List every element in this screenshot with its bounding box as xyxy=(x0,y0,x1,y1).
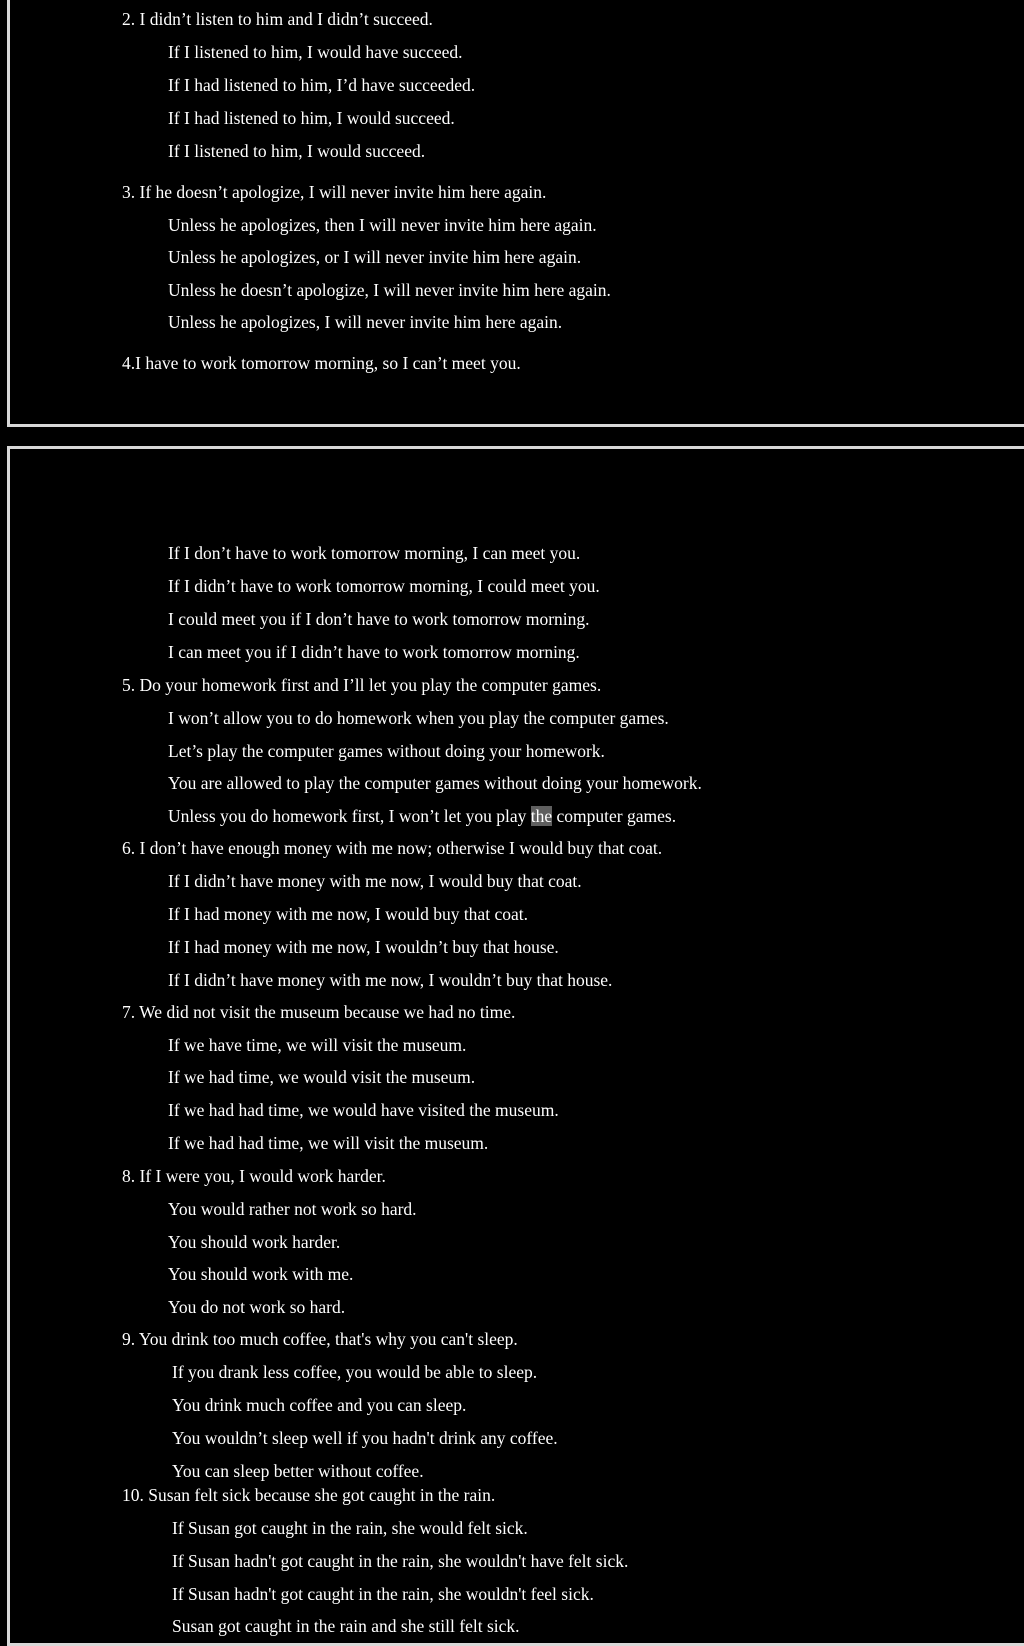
option-text-before: Unless you do homework first, I won’t let you play xyxy=(168,806,531,826)
question-7-option-3[interactable]: If we had had time, we would have visited the museum. xyxy=(168,1100,559,1120)
highlighted-word: the xyxy=(530,806,553,826)
question-2: 2. I didn’t listen to him and I didn’t succeed. xyxy=(122,9,433,29)
question-4: 4.I have to work tomorrow morning, so I can’t meet you. xyxy=(122,353,521,373)
question-5-option-1[interactable]: I won’t allow you to do homework when you play the computer games. xyxy=(168,708,669,728)
question-3-option-2[interactable]: Unless he apologizes, or I will never invite him here again. xyxy=(168,247,582,267)
question-3-option-3[interactable]: Unless he doesn’t apologize, I will never invite him here again. xyxy=(168,280,611,300)
question-10-option-4[interactable]: Susan got caught in the rain and she still felt sick. xyxy=(172,1616,520,1636)
question-7-option-4[interactable]: If we had had time, we will visit the museum. xyxy=(168,1133,489,1153)
question-6: 6. I don’t have enough money with me now; otherwise I would buy that coat. xyxy=(122,838,663,858)
option-text-after: computer games. xyxy=(552,806,677,826)
question-9-option-3[interactable]: You wouldn’t sleep well if you hadn't drink any coffee. xyxy=(172,1428,558,1448)
question-5-option-3[interactable]: You are allowed to play the computer games without doing your homework. xyxy=(168,773,702,793)
question-2-option-3[interactable]: If I had listened to him, I would succeed. xyxy=(168,108,455,128)
question-8-option-2[interactable]: You should work harder. xyxy=(168,1232,341,1252)
question-10: 10. Susan felt sick because she got caught in the rain. xyxy=(122,1485,496,1505)
question-3-option-1[interactable]: Unless he apologizes, then I will never invite him here again. xyxy=(168,215,597,235)
question-6-option-1[interactable]: If I didn’t have money with me now, I would buy that coat. xyxy=(168,871,582,891)
question-7-option-1[interactable]: If we have time, we will visit the museum. xyxy=(168,1035,467,1055)
question-9-option-2[interactable]: You drink much coffee and you can sleep. xyxy=(172,1395,467,1415)
question-5: 5. Do your homework first and I’ll let you play the computer games. xyxy=(122,675,602,695)
question-4-option-4[interactable]: I can meet you if I didn’t have to work tomorrow morning. xyxy=(168,642,580,662)
question-9: 9. You drink too much coffee, that's why you can't sleep. xyxy=(122,1329,518,1349)
question-2-option-2[interactable]: If I had listened to him, I’d have succeeded. xyxy=(168,75,476,95)
question-8-option-3[interactable]: You should work with me. xyxy=(168,1264,354,1284)
question-10-option-3[interactable]: If Susan hadn't got caught in the rain, she wouldn't feel sick. xyxy=(172,1584,594,1604)
question-9-option-1[interactable]: If you drank less coffee, you would be able to sleep. xyxy=(172,1362,538,1382)
question-3-option-4[interactable]: Unless he apologizes, I will never invite him here again. xyxy=(168,312,563,332)
question-5-option-2[interactable]: Let’s play the computer games without doing your homework. xyxy=(168,741,605,761)
question-8-option-4[interactable]: You do not work so hard. xyxy=(168,1297,346,1317)
question-2-option-1[interactable]: If I listened to him, I would have succeed. xyxy=(168,42,463,62)
question-4-option-2[interactable]: If I didn’t have to work tomorrow morning, I could meet you. xyxy=(168,576,600,596)
question-2-option-4[interactable]: If I listened to him, I would succeed. xyxy=(168,141,426,161)
question-9-option-4[interactable]: You can sleep better without coffee. xyxy=(172,1461,424,1481)
question-8-option-1[interactable]: You would rather not work so hard. xyxy=(168,1199,417,1219)
question-10-option-1[interactable]: If Susan got caught in the rain, she would felt sick. xyxy=(172,1518,528,1538)
question-7-option-2[interactable]: If we had time, we would visit the museum. xyxy=(168,1067,476,1087)
question-6-option-4[interactable]: If I didn’t have money with me now, I wouldn’t buy that house. xyxy=(168,970,613,990)
question-3: 3. If he doesn’t apologize, I will never invite him here again. xyxy=(122,182,547,202)
question-6-option-3[interactable]: If I had money with me now, I wouldn’t buy that house. xyxy=(168,937,559,957)
question-7: 7. We did not visit the museum because we had no time. xyxy=(122,1002,516,1022)
question-8: 8. If I were you, I would work harder. xyxy=(122,1166,386,1186)
question-10-option-2[interactable]: If Susan hadn't got caught in the rain, she wouldn't have felt sick. xyxy=(172,1551,629,1571)
question-4-option-1[interactable]: If I don’t have to work tomorrow morning, I can meet you. xyxy=(168,543,581,563)
question-4-option-3[interactable]: I could meet you if I don’t have to work tomorrow morning. xyxy=(168,609,590,629)
question-6-option-2[interactable]: If I had money with me now, I would buy that coat. xyxy=(168,904,528,924)
question-5-option-4[interactable] xyxy=(168,805,676,827)
